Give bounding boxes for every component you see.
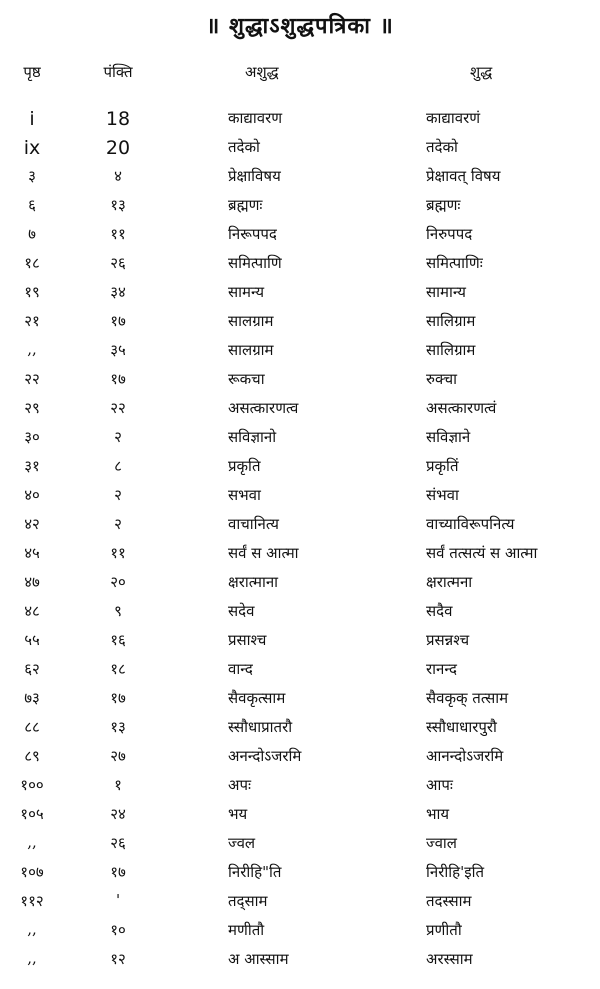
cell-line: २२ [110,399,126,417]
errata-row [0,108,600,138]
cell-correct: अरस्साम [426,950,473,968]
cell-page: १०५ [20,805,44,823]
cell-incorrect: सालग्राम [228,312,274,330]
cell-page: ix [23,137,41,159]
errata-row [0,398,600,428]
cell-incorrect: प्रेक्षाविषय [228,167,281,185]
cell-page: i [29,108,35,130]
errata-row [0,137,600,167]
cell-line: ' [115,891,121,909]
cell-line: २६ [110,834,126,852]
errata-row [0,804,600,834]
cell-page: ६ [28,196,36,214]
cell-page: १०७ [20,863,44,881]
errata-row [0,688,600,718]
cell-page: ,, [27,949,37,967]
cell-correct: आपः [426,776,453,794]
cell-incorrect: अपः [228,776,252,794]
header-incorrect: अशुद्ध [245,63,279,81]
header-page: पृष्ठ [23,63,41,81]
cell-incorrect: भय [228,805,248,823]
cell-page: २१ [24,312,40,330]
cell-page: ११२ [20,892,44,910]
cell-line: १७ [110,689,126,707]
cell-page: ३१ [24,457,40,475]
cell-correct: असत्कारणत्वं [426,399,497,417]
cell-page: १९ [24,283,40,301]
cell-correct: सर्वं तत्सत्यं स आत्मा [426,544,538,562]
cell-page: ४२ [24,515,40,533]
cell-incorrect: सदेव [228,602,255,620]
errata-row [0,949,600,979]
cell-incorrect: सभवा [228,486,261,504]
cell-incorrect: समित्पाणि [228,254,282,272]
cell-page: ४८ [24,602,40,620]
cell-page: ४५ [24,544,40,562]
errata-row [0,456,600,486]
cell-incorrect: स्सौधाप्रातरौ [228,718,293,736]
cell-correct: तदेको [426,138,458,156]
cell-correct: स्सौधाधारपुरौ [426,718,497,736]
cell-correct: निरीहि'इति [426,863,485,881]
cell-line: १८ [110,660,126,678]
cell-page: ८८ [24,718,40,736]
cell-correct: प्रणीतौ [426,921,462,939]
cell-line: ३५ [110,341,126,359]
cell-line: ४ [114,167,122,185]
cell-page: ,, [27,833,37,851]
cell-page: २९ [24,399,40,417]
cell-line: १३ [110,196,126,214]
cell-correct: प्रकृतिं [426,457,459,475]
cell-line: १७ [110,312,126,330]
cell-correct: ब्रह्मणः [426,196,461,214]
cell-line: २ [114,515,122,533]
cell-correct: ज्वाल [426,834,457,852]
cell-correct: तदस्साम [426,892,472,910]
errata-row [0,920,600,950]
cell-incorrect: अनन्दोऽजरमि [228,747,302,765]
cell-incorrect: अ आस्साम [228,950,289,968]
errata-row [0,340,600,370]
cell-correct: सदैव [426,602,453,620]
errata-row [0,862,600,892]
cell-page: ३ [28,167,36,185]
cell-incorrect: सैवकृत्साम [228,689,286,707]
cell-line: 20 [105,137,131,159]
errata-row [0,543,600,573]
cell-line: १३ [110,718,126,736]
cell-line: १२ [110,950,126,968]
cell-incorrect: सामन्य [228,283,265,301]
cell-line: २४ [110,805,126,823]
cell-correct: सैवकृक् तत्साम [426,689,509,707]
errata-row [0,572,600,602]
cell-page: ,, [27,920,37,938]
cell-page: ५५ [24,631,40,649]
cell-line: ३४ [110,283,126,301]
errata-row [0,775,600,805]
cell-correct: वाच्याविरूपनित्य [426,515,515,533]
cell-line: ९ [114,602,122,620]
cell-correct: सालिग्राम [426,341,476,359]
errata-row [0,746,600,776]
errata-row [0,485,600,515]
page-title: ॥ शुद्धाऽशुद्धपत्रिका ॥ [206,13,394,39]
cell-line: ११ [110,544,126,562]
cell-correct: क्षरात्मना [426,573,473,591]
cell-page: ७ [28,225,36,243]
cell-incorrect: असत्कारणत्व [228,399,299,417]
cell-line: १६ [110,631,126,649]
cell-page: ३० [24,428,40,446]
cell-correct: सालिग्राम [426,312,476,330]
errata-row [0,166,600,196]
cell-incorrect: निरूपपद [228,225,277,243]
cell-incorrect: तदेको [228,138,260,156]
cell-page: ८९ [24,747,40,765]
errata-row [0,253,600,283]
cell-correct: रुक्चा [426,370,457,388]
cell-incorrect: काद्यावरण [228,109,283,127]
cell-line: १७ [110,370,126,388]
cell-page: ७३ [24,689,40,707]
cell-line: १ [114,776,122,794]
cell-incorrect: मणीतौ [228,921,265,939]
errata-row [0,514,600,544]
cell-page: २२ [24,370,40,388]
errata-row [0,427,600,457]
errata-row [0,601,600,631]
errata-row [0,891,600,921]
cell-page: १०० [20,776,44,794]
header-correct: शुद्ध [470,63,493,81]
cell-incorrect: निरीहि"ति [228,863,282,881]
cell-line: १७ [110,863,126,881]
cell-incorrect: क्षरात्माना [228,573,279,591]
cell-correct: सविज्ञाने [426,428,471,446]
cell-incorrect: ब्रह्मणः [228,196,263,214]
cell-page: ६२ [24,660,40,678]
cell-incorrect: प्रसाश्च [228,631,267,649]
cell-page: १८ [24,254,40,272]
cell-line: २६ [110,254,126,272]
errata-row [0,195,600,225]
errata-row [0,282,600,312]
cell-incorrect: वाचानित्य [228,515,279,533]
cell-incorrect: सर्वं स आत्मा [228,544,299,562]
cell-correct: रानन्द [426,660,457,678]
cell-page: ४७ [24,573,40,591]
cell-line: २० [110,573,126,591]
cell-incorrect: रूकचा [228,370,265,388]
errata-row [0,311,600,341]
cell-incorrect: तद्साम [228,892,268,910]
cell-line: २ [114,428,122,446]
cell-page: ४० [24,486,40,504]
cell-correct: भाय [426,805,450,823]
errata-row [0,630,600,660]
errata-row [0,833,600,863]
cell-correct: निरुपपद [426,225,473,243]
cell-correct: सामान्य [426,283,467,301]
cell-incorrect: प्रकृति [228,457,261,475]
cell-incorrect: वान्द [228,660,253,678]
cell-page: ,, [27,340,37,358]
errata-row [0,717,600,747]
cell-correct: आनन्दोऽजरमि [426,747,504,765]
cell-line: ८ [114,457,122,475]
cell-correct: समित्पाणिः [426,254,483,272]
cell-correct: प्रेक्षावत् विषय [426,167,501,185]
cell-line: ११ [110,225,126,243]
cell-incorrect: सालग्राम [228,341,274,359]
errata-row [0,224,600,254]
cell-line: २ [114,486,122,504]
cell-correct: प्रसन्नश्च [426,631,470,649]
cell-incorrect: सविज्ञानो [228,428,277,446]
cell-line: १० [110,921,126,939]
errata-row [0,659,600,689]
cell-correct: काद्यावरणं [426,109,481,127]
header-line: पंक्ति [103,63,133,81]
cell-incorrect: ज्वल [228,834,256,852]
errata-row [0,369,600,399]
cell-line: २७ [110,747,126,765]
cell-line: 18 [105,108,131,130]
column-header-row [0,62,600,92]
cell-correct: संभवा [426,486,459,504]
